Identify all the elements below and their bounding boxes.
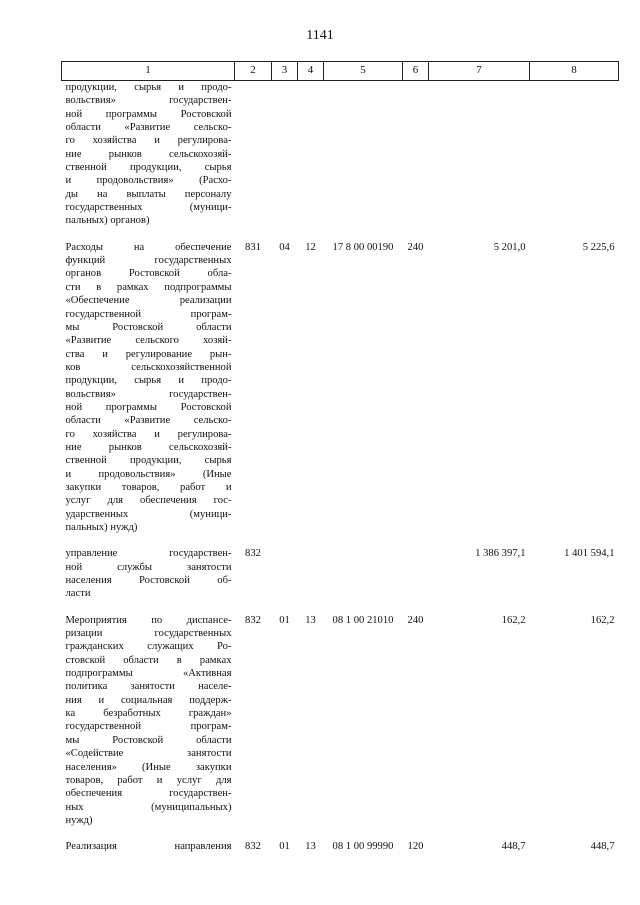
description-line: го хозяйства и регулирова- xyxy=(65,428,232,440)
amount-year-1 xyxy=(429,81,530,241)
description-line: государственных (муници- xyxy=(65,202,232,214)
description-line: органов Ростовской обла- xyxy=(65,268,232,280)
description-line: мы Ростовской области xyxy=(65,321,232,333)
ministry-code: 832 xyxy=(245,548,261,560)
description-line: области «Развитие сельско- xyxy=(65,122,232,134)
table-row xyxy=(62,241,619,548)
description-line: государственной програм- xyxy=(65,721,232,733)
table-row xyxy=(62,547,619,613)
expense-type-code xyxy=(403,81,429,241)
amount-year-2: 162,2 xyxy=(590,614,615,626)
amount-year-2: 448,7 xyxy=(590,841,615,853)
description-line: области «Развитие сельско- xyxy=(65,415,232,427)
amount-year-1: 1 386 397,1 xyxy=(475,548,526,560)
description-line: подпрограммы «Активная xyxy=(65,668,232,680)
column-header: 3 xyxy=(272,62,298,81)
description-line: управление государствен- xyxy=(65,548,232,560)
description-line: ния и социальная поддерж- xyxy=(65,694,232,706)
description-line: закупки товаров, работ и xyxy=(65,481,232,493)
amount-year-2: 1 401 594,1 xyxy=(564,548,615,560)
subsection-code xyxy=(298,547,324,613)
description-line: ственной продукции, сырья xyxy=(65,455,232,467)
description-line: го хозяйства и регулирова- xyxy=(65,135,232,147)
description-line: ние рынков сельскохозяй- xyxy=(65,148,232,160)
subsection-code: 12 xyxy=(305,241,316,253)
description-line: населения» (Иные закупки xyxy=(65,761,232,773)
description-line: ласти xyxy=(65,588,91,600)
description-line: государственной програм- xyxy=(65,308,232,320)
expense-type-code: 240 xyxy=(407,614,424,626)
description-line: ка безработных граждан» xyxy=(65,708,232,720)
column-header: 5 xyxy=(324,62,403,81)
description-line: продукции, сырья и продо- xyxy=(65,375,232,387)
description-line: ной службы занятости xyxy=(65,561,232,573)
description-line: функций государственных xyxy=(65,255,232,267)
description-line: ных (муниципальных) xyxy=(65,801,232,813)
table-header-row xyxy=(62,62,619,81)
description-line: «Развитие сельского хозяй- xyxy=(65,335,232,347)
column-header: 2 xyxy=(235,62,272,81)
description-line: продукции, сырья и продо- xyxy=(65,82,232,93)
budget-table xyxy=(61,61,619,854)
description-line: ды на выплаты персоналу xyxy=(65,188,232,200)
ministry-code: 831 xyxy=(245,241,261,253)
amount-year-1: 448,7 xyxy=(501,841,526,853)
description-line: товаров, работ и услуг для xyxy=(65,774,232,786)
description-line: «Обеспечение реализации xyxy=(65,295,232,307)
column-header: 8 xyxy=(530,62,619,81)
column-header: 4 xyxy=(298,62,324,81)
column-header: 1 xyxy=(62,62,235,81)
row-description xyxy=(62,241,235,548)
target-article-code: 08 1 00 99990 xyxy=(332,841,394,853)
amount-year-1: 5 201,0 xyxy=(493,241,526,253)
description-line: политика занятости населе- xyxy=(65,681,232,693)
description-line: и продовольствия» (Иные xyxy=(65,468,232,480)
description-line: ние рынков сельскохозяй- xyxy=(65,441,232,453)
row-description xyxy=(62,547,235,613)
description-line: ризации государственных xyxy=(65,628,232,640)
description-line: ударственных (муници- xyxy=(65,508,232,520)
description-line: вольствия» государствен- xyxy=(65,95,232,107)
section-code: 01 xyxy=(279,614,290,626)
description-line: нужд) xyxy=(65,814,93,826)
description-line: мы Ростовской области xyxy=(65,734,232,746)
description-line: вольствия» государствен- xyxy=(65,388,232,400)
target-article-code: 08 1 00 21010 xyxy=(332,614,394,626)
description-line: пальных) нужд) xyxy=(65,522,138,533)
description-line: стовской области в рамках xyxy=(65,654,232,666)
description-line: пальных) органов) xyxy=(65,215,150,227)
ministry-code: 832 xyxy=(245,614,261,626)
description-line: Мероприятия по диспансе- xyxy=(65,614,232,626)
row-description xyxy=(62,81,235,241)
subsection-code xyxy=(298,81,324,241)
description-line: сти в рамках подпрограммы xyxy=(65,281,232,293)
column-header: 6 xyxy=(403,62,429,81)
description-line: ной программы Ростовской xyxy=(65,401,232,413)
description-line: обеспечения государствен- xyxy=(65,788,232,800)
subsection-code: 13 xyxy=(305,841,316,853)
table-row xyxy=(62,81,619,241)
subsection-code: 13 xyxy=(305,614,316,626)
page-number: 1141 xyxy=(306,28,334,43)
expense-type-code xyxy=(403,547,429,613)
table-row xyxy=(62,614,619,841)
table-row xyxy=(62,840,619,853)
section-code: 01 xyxy=(279,841,290,853)
amount-year-2 xyxy=(530,81,619,241)
description-line: гражданских служащих Ро- xyxy=(65,641,232,653)
description-line: ства и регулирование рын- xyxy=(65,348,232,360)
column-header: 7 xyxy=(429,62,530,81)
section-code: 04 xyxy=(279,241,290,253)
description-line: ственной продукции, сырья xyxy=(65,162,232,174)
description-line: Реализация направления xyxy=(65,841,232,853)
target-article-code xyxy=(324,547,403,613)
description-line: ков сельскохозяйственной xyxy=(65,361,232,373)
target-article-code xyxy=(324,81,403,241)
amount-year-1: 162,2 xyxy=(501,614,526,626)
target-article-code: 17 8 00 00190 xyxy=(332,241,394,253)
section-code xyxy=(272,81,298,241)
expense-type-code: 120 xyxy=(407,841,424,853)
description-line: «Содействие занятости xyxy=(65,748,232,760)
description-line: населения Ростовской об- xyxy=(65,575,232,587)
ministry-code: 832 xyxy=(245,841,261,853)
row-description xyxy=(62,614,235,841)
expense-type-code: 240 xyxy=(407,241,424,253)
amount-year-2: 5 225,6 xyxy=(582,241,615,253)
description-line: услуг для обеспечения гос- xyxy=(65,495,232,507)
row-description xyxy=(62,840,235,853)
description-line: и продовольствия» (Расхо- xyxy=(65,175,232,187)
ministry-code xyxy=(235,81,272,241)
description-line: ной программы Ростовской xyxy=(65,108,232,120)
section-code xyxy=(272,547,298,613)
description-line: Расходы на обеспечение xyxy=(65,241,232,253)
